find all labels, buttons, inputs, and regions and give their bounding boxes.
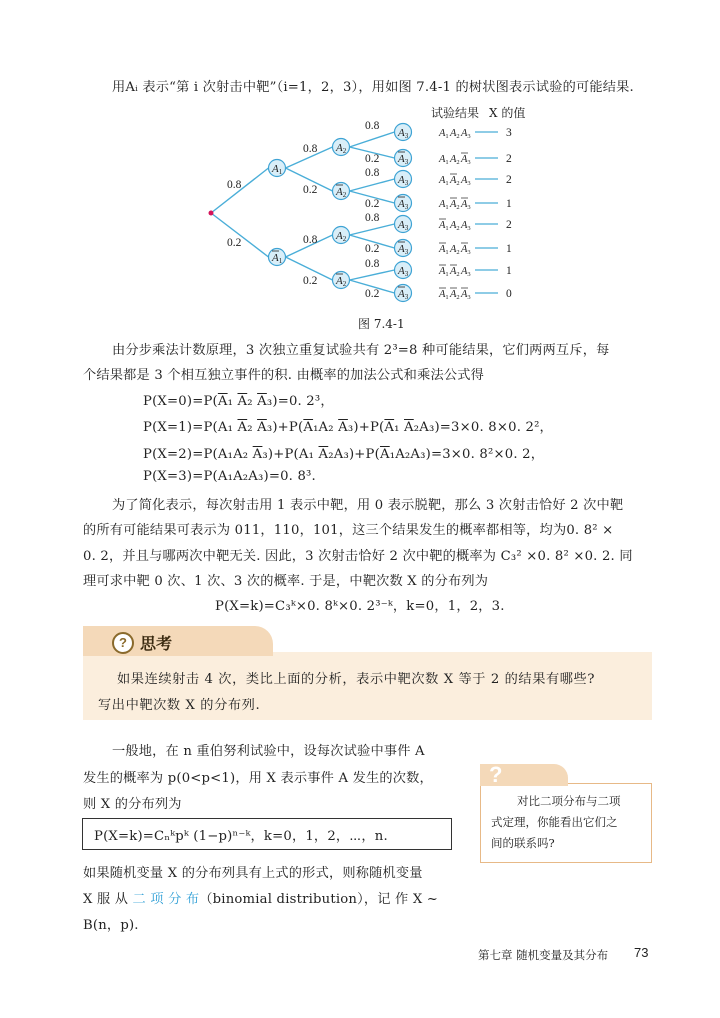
equation-p0 [143,390,334,409]
x-value-1: 2 [506,153,512,165]
tree-node-l1-0-label: A1 [272,163,283,176]
x-value-7: 0 [506,288,512,300]
svg-text:A2: A2 [450,175,460,187]
svg-text:A1: A1 [439,199,449,211]
prob-l3-4: 0.8 [365,212,380,224]
tree-node-l3-5-label: A3 [398,243,409,256]
page-number: 73 [634,945,649,960]
question-icon: ? [112,632,134,654]
tree-edge-l3-4 [350,224,395,235]
equation-p0-lhs: P(X=0)=P( [143,394,218,409]
definition-line2-start: X 服 从 [83,892,133,907]
para1-line1: 由分步乘法计数原理，3 次独立重复试验共有 2³=8 种可能结果，它们两两互斥，每 [112,343,610,358]
definition-line2 [83,888,438,907]
svg-text:A1: A1 [439,128,449,140]
outcome-6 [438,265,498,278]
definition-line1: 如果随机变量 X 的分布列具有上式的形式，则称随机变量 [83,866,423,881]
figure-caption: 图 7.4-1 [358,317,405,331]
outcome-1 [438,153,498,166]
tree-node-l3-2-label: A3 [398,174,409,187]
svg-text:A1: A1 [439,289,449,301]
prob-l3-6: 0.8 [365,258,380,270]
side-note-line3: 间的联系吗? [491,836,555,850]
para2-line3: 0. 2，并且与哪两次中靶无关. 因此，3 次射击恰好 2 次中靶的概率为 C₃² ×0. 8² ×0. 2. 同 [83,549,633,564]
svg-text:A1: A1 [439,220,449,232]
equation-p2 [143,443,544,462]
tree-node-l3-6-label: A3 [398,265,409,278]
svg-text:A2: A2 [450,289,460,301]
svg-text:A1: A1 [439,244,449,256]
equation-p0-rhs: )=0. 2³， [272,394,334,409]
think-line1: 如果连续射击 4 次，类比上面的分析，表示中靶次数 X 等于 2 的结果有哪些? [117,672,596,687]
svg-text:A3: A3 [461,266,471,278]
tree-header-result: 试验结果 [431,106,480,120]
think-title: 思考 [140,634,173,653]
svg-text:A2: A2 [450,199,460,211]
outcome-3 [438,198,498,211]
prob-l3-1: 0.2 [365,153,380,165]
svg-text:A3: A3 [461,175,471,187]
outcome-0 [438,128,498,140]
svg-text:A1: A1 [439,154,449,166]
equation-p1-rhs: =3×0. 8×0. 2²， [439,420,553,435]
equation-p2-terms: P(X=2)=P(A₁A₂ $\overline{A}_3)+P(A_1$ $\overline{A}_2A_3)+P(\overline{A}_1A_2A_3)$ [143,447,431,462]
svg-text:A1: A1 [439,175,449,187]
prob-l2-0: 0.8 [303,143,318,155]
tree-header-x: X 的值 [489,106,526,120]
svg-text:A3: A3 [461,154,471,166]
prob-l2-1: 0.2 [303,184,318,196]
prob-l3-3: 0.2 [365,198,380,210]
side-question-icon: ? [489,762,503,787]
x-value-6: 1 [506,265,512,277]
tree-edge-l3-2 [350,179,395,191]
prob-root-0: 0.8 [227,179,242,191]
para2-line4: 理可求中靶 0 次、1 次、3 次的概率. 于是，中靶次数 X 的分布列为 [83,574,489,589]
outcome-2 [438,174,498,187]
x-value-5: 1 [506,243,512,255]
para1-line2: 个结果都是 3 个相互独立事件的积. 由概率的加法公式和乘法公式得 [83,368,485,383]
x-value-4: 2 [506,219,512,231]
intro-line: 用Aᵢ 表示“第 i 次射击中靶”（i=1，2，3），用如图 7.4-1 的树状图表示试验的可能结果. [112,80,634,95]
tree-node-l3-4-label: A3 [398,219,409,232]
tree-node-l3-1-label: A3 [398,153,409,166]
prob-l3-5: 0.2 [365,243,380,255]
svg-text:A2: A2 [450,128,460,140]
equation-p3: P(X=3)=P(A₁A₂A₃)=0. 8³. [143,469,316,484]
prob-l2-3: 0.2 [303,275,318,287]
prob-l3-2: 0.8 [365,167,380,179]
prob-l3-0: 0.8 [365,120,380,132]
outcome-5 [438,243,498,256]
tree-node-l2-1-label: A2 [336,186,347,199]
general-line1: 一般地，在 n 重伯努利试验中，设每次试验中事件 A [112,744,425,759]
tree-node-l1-1-label: A1 [272,252,283,265]
svg-text:A3: A3 [461,220,471,232]
think-line2: 写出中靶次数 X 的分布列. [98,698,261,713]
general-line2: 发生的概率为 p(0<p<1)，用 X 表示事件 A 发生的次数， [83,771,433,786]
x-value-2: 2 [506,174,512,186]
para2-line1: 为了简化表示，每次射击用 1 表示中靶，用 0 表示脱靶，那么 3 次射击恰好 2 次中靶 [112,498,624,513]
side-note-line2: 式定理，你能看出它们之 [491,815,618,829]
x-value-3: 1 [506,198,512,210]
svg-text:A3: A3 [461,289,471,301]
tree-node-l2-3-label: A2 [336,275,347,288]
tree-edge-l3-0 [350,132,395,147]
distribution-formula: P(X=k)=C₃ᵏ×0. 8ᵏ×0. 2³⁻ᵏ，k=0，1，2，3. [215,599,505,614]
tree-diagram [195,100,555,310]
tree-root-dot [209,211,214,216]
outcome-4 [438,219,498,232]
svg-text:A3: A3 [461,199,471,211]
prob-l2-2: 0.8 [303,234,318,246]
tree-node-l3-3-label: A3 [398,198,409,211]
equation-p1-terms: P(X=1)=P(A₁ $\overline{A}_2$ $\overline{A}_3)+P(\overline{A}_1A_2$ $\overline{A}_3)+P(\overline{A}_1$ $\overline{A}_2A_3$) [143,420,440,435]
tree-edge-l1-1 [211,213,269,257]
footer-chapter: 第七章 随机变量及其分布 [478,948,609,962]
tree-node-l2-0-label: A2 [336,142,347,155]
equation-p1 [143,416,553,435]
prob-l3-7: 0.2 [365,288,380,300]
prob-root-1: 0.2 [227,237,242,249]
equation-p2-rhs: =3×0. 8²×0. 2， [430,447,545,462]
svg-text:A2: A2 [450,220,460,232]
para2-line2: 的所有可能结果可表示为 011，110，101，这三个结果发生的概率都相等，均为0. 8² × [83,523,614,538]
svg-text:A2: A2 [450,154,460,166]
tree-node-l3-7-label: A3 [398,288,409,301]
svg-text:A1: A1 [439,266,449,278]
x-value-0: 3 [506,127,512,139]
binomial-distribution-term: 二 项 分 布 [132,892,200,907]
equation-p0-events: $\overline{A}_1$ $\overline{A}_2$ $\overline{A}_3$ [217,394,273,409]
tree-node-l2-2-label: A2 [336,230,347,243]
svg-text:A3: A3 [461,128,471,140]
svg-text:A3: A3 [461,244,471,256]
binomial-formula: P(X=k)=Cₙᵏpᵏ (1−p)ⁿ⁻ᵏ，k=0，1，2，⋯，n. [94,829,388,844]
tree-node-l3-0-label: A3 [398,127,409,140]
definition-line3: B(n，p). [83,918,139,933]
general-line3: 则 X 的分布列为 [83,797,182,812]
outcome-7 [438,288,498,301]
side-note-line1: 对比二项分布与二项 [517,794,621,808]
definition-line2-end: （binomial distribution），记 作 X ~ [199,892,439,907]
tree-edge-l3-6 [350,270,395,280]
svg-text:A2: A2 [450,266,460,278]
svg-text:A2: A2 [450,244,460,256]
